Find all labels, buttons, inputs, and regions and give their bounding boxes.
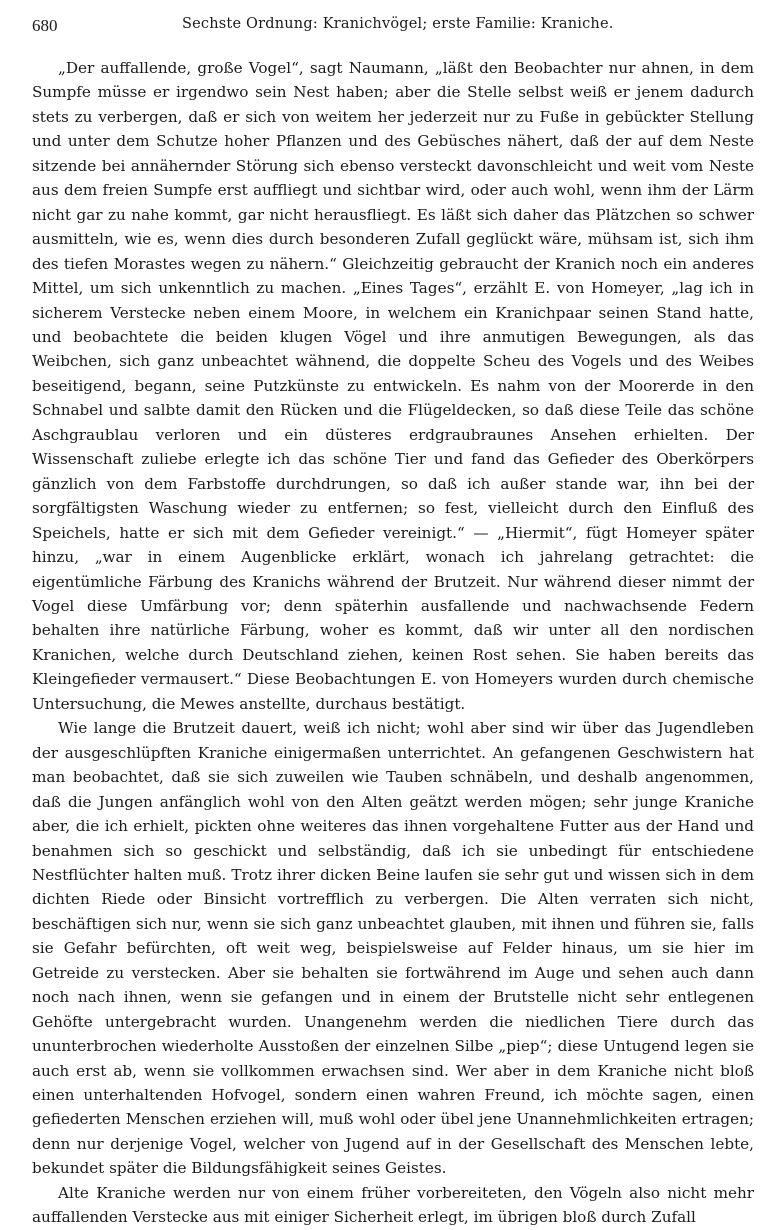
- paragraph-nest-concealment: „Der auffallende, große Vogel“, sagt Naumann, „läßt den Beobachter nur ahnen, in dem Sumpfe müsse er irgendwo sein Nest haben; aber die Stelle selbst weiß er jenem dadurch stets zu verbergen, daß er sich von weitem her jederzeit nur zu Fuße in gebückter Stellung und unter dem Schutze hoher Pflanzen und des Gebüsches nähert, daß der auf dem Neste sitzende bei annähernder Störung sich ebenso versteckt davonschleicht und weit vom Neste aus dem freien Sumpfe erst auffliegt und sichtbar wird, oder auch wohl, wenn ihm der Lärm nicht gar zu nahe kommt, gar nicht herausfliegt. Es läßt sich daher das Plätzchen so schwer ausmitteln, wie es, wenn dies durch besonderen Zufall geglückt wäre, mühsam ist, sich ihm des tiefen Morastes wegen zu nähern.“ Gleichzeitig gebraucht der Kranich noch ein anderes Mittel, um sich unkenntlich zu machen. „Eines Tages“, erzählt E. von Homeyer, „lag ich in sicherem Verstecke neben einem Moore, in welchem ein Kranichpaar seinen Stand hatte, und beobachtete die beiden klugen Vögel und ihre anmutigen Bewegungen, als das Weibchen, sich ganz unbeachtet wähnend, die doppelte Scheu des Vogels und des Weibes beseitigend, begann, seine Putzkünste zu entwickeln. Es nahm von der Moorerde in den Schnabel und salbte damit den Rücken und die Flügeldecken, so daß diese Teile das schöne Aschgraublau verloren und ein düsteres erdgraubraunes Ansehen erhielten. Der Wissenschaft zuliebe erlegte ich das schöne Tier und fand das Gefieder des Oberkörpers gänzlich von dem Farbstoffe durchdrungen, so daß ich außer stande war, ihn bei der sorgfältigsten Waschung wieder zu entfernen; so fest, vielleicht durch den Einfluß des Speichels, hatte er sich mit dem Gefieder vereinigt.“ — „Hiermit“, fügt Homeyer später hinzu, „war in einem Augenblicke erklärt, wonach ich jahrelang getrachtet: die eigentümliche Färbung des Kranichs während der Brutzeit. Nur während dieser nimmt der Vogel diese Umfärbung vor; denn späterhin ausfallende und nachwachsende Federn behalten ihre natürliche Färbung, woher es kommt, daß wir unter all den nordischen Kranichen, welche durch Deutschland ziehen, keinen Rost sehen. Sie haben bereits das Kleingefieder vermausert.“ Diese Beobachtungen E. von Homeyers wurden durch chemische Untersuchung, die Mewes anstellte, durchaus bestätigt.: [32, 59, 754, 713]
- page-number: 680: [32, 16, 58, 35]
- paragraph-hunting: Alte Kraniche werden nur von einem früher vorbereiteten, den Vögeln also nicht mehr auffallenden Verstecke aus mit einiger Sicherheit erlegt, im übrigen bloß durch Zufall: [32, 1183, 754, 1227]
- page-header: [32, 14, 754, 38]
- paragraph-young-cranes: Wie lange die Brutzeit dauert, weiß ich nicht; wohl aber sind wir über das Jugendleben der ausgeschlüpften Kraniche einigermaßen unterrichtet. An gefangenen Geschwistern hat man beobachtet, daß sie sich zuweilen wie Tauben schnäbeln, und deshalb angenommen, daß die Jungen anfänglich wohl von den Alten geätzt werden mögen; sehr junge Kraniche aber, die ich erhielt, pickten ohne weiteres das ihnen vorgehaltene Futter aus der Hand und benahmen sich so geschickt und selbständig, daß ich sie unbedingt für entschiedene Nestflüchter halten muß. Trotz ihrer dicken Beine laufen sie sehr gut und wissen sich in dem dichten Riede oder Binsicht vortrefflich zu verbergen. Die Alten verraten sich nicht, beschäftigen sich nur, wenn sie sich ganz unbeachtet glauben, mit ihnen und führen sie, falls sie Gefahr befürchten, oft weit weg, beispielsweise auf Felder hinaus, um sie hier im Getreide zu verstecken. Aber sie behalten sie fortwährend im Auge und sehen auch dann noch nach ihnen, wenn sie gefangen und in einem der Brutstelle nicht sehr entlegenen Gehöfte untergebracht wurden. Unangenehm werden die niedlichen Tiere durch das ununterbrochen wiederholte Ausstoßen der einzelnen Silbe „piep“; diese Untugend legen sie auch erst ab, wenn sie vollkommen erwachsen sind. Wer aber in dem Kraniche nicht bloß einen unterhaltenden Hofvogel, sondern einen wahren Freund, ich möchte sagen, einen gefiederten Menschen erziehen will, muß wohl oder übel jene Unannehmlichkeiten ertragen; denn nur derjenige Vogel, welcher von Jugend auf in der Gesellschaft des Menschen lebte, bekundet später die Bildungsfähigkeit seines Geistes.: [32, 719, 754, 1178]
- running-title: Sechste Ordnung: Kranichvögel; erste Familie: Kraniche.: [182, 16, 614, 32]
- body-text: [32, 56, 754, 1230]
